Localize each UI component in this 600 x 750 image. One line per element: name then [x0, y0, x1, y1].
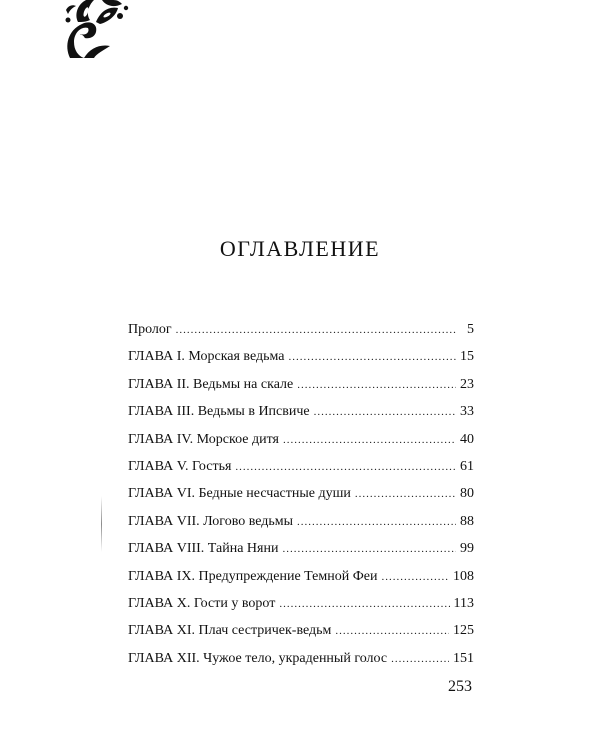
- toc-entry-page: 5: [467, 322, 474, 337]
- page-number: 253: [448, 678, 472, 695]
- dot-leader: [283, 434, 456, 446]
- dot-leader: [355, 488, 456, 500]
- toc-entry-label: Пролог: [128, 322, 172, 337]
- page-edge-mark: [101, 496, 102, 552]
- dot-leader: [235, 461, 456, 473]
- toc-entry[interactable]: [128, 404, 474, 431]
- toc-entry-label: ГЛАВА VII. Логово ведьмы: [128, 513, 294, 529]
- dot-leader: [279, 598, 449, 610]
- toc-entry-label: ГЛАВА XI. Плач сестричек-ведьм: [128, 623, 332, 639]
- toc-entry-page: 40: [460, 431, 474, 447]
- toc-entry-label: ГЛАВА XII. Чужое тело, украденный голос: [128, 650, 388, 666]
- toc-entry-label: ГЛАВА III. Ведьмы в Ипсвиче: [128, 404, 310, 420]
- toc-entry[interactable]: [128, 569, 474, 596]
- toc-entry-label: ГЛАВА II. Ведьмы на скале: [128, 376, 294, 392]
- toc-entry-label: ГЛАВА VIII. Тайна Няни: [128, 541, 279, 557]
- dot-leader: [297, 516, 456, 528]
- toc-entry[interactable]: [128, 514, 474, 541]
- toc-entry[interactable]: [128, 651, 474, 678]
- dot-leader: [314, 406, 456, 418]
- toc-entry[interactable]: [128, 541, 474, 568]
- toc-entry-label: ГЛАВА V. Гостья: [128, 458, 232, 474]
- toc-entry-page: 23: [460, 376, 474, 392]
- toc-entry-page: 61: [460, 458, 474, 474]
- dot-leader: [297, 379, 456, 391]
- toc-entry-page: 15: [460, 349, 474, 365]
- toc-entry-page: 80: [460, 486, 474, 502]
- dot-leader: [282, 543, 456, 555]
- toc-entry-label: ГЛАВА VI. Бедные несчастные души: [128, 486, 351, 502]
- toc-entry[interactable]: [128, 432, 474, 459]
- toc-entry-page: 99: [460, 541, 474, 557]
- page-title: ОГЛАВЛЕНИЕ: [219, 236, 381, 261]
- floral-ornament-icon: [60, 0, 132, 60]
- toc-entry-page: 113: [453, 595, 474, 611]
- toc-entry[interactable]: [128, 596, 474, 623]
- toc-entry-page: 151: [453, 650, 474, 666]
- dot-leader: [391, 653, 449, 665]
- toc-entry[interactable]: [128, 377, 474, 404]
- dot-leader: [176, 324, 456, 336]
- toc-entry[interactable]: [128, 349, 474, 376]
- toc-entry[interactable]: [128, 623, 474, 650]
- toc-entry[interactable]: [128, 322, 474, 349]
- dot-leader: [382, 571, 449, 583]
- toc-entry[interactable]: [128, 486, 474, 513]
- dot-leader: [335, 625, 449, 637]
- dot-leader: [288, 351, 456, 363]
- toc-entry-page: 108: [453, 568, 474, 584]
- toc-entry-page: 88: [460, 513, 474, 529]
- toc-entry-page: 125: [453, 623, 474, 639]
- toc-entry-page: 33: [460, 404, 474, 420]
- toc-entry-label: ГЛАВА I. Морская ведьма: [128, 349, 285, 365]
- toc-entry-label: ГЛАВА X. Гости у ворот: [128, 595, 276, 611]
- toc-list: [128, 322, 474, 678]
- toc-entry-label: ГЛАВА IV. Морское дитя: [128, 431, 279, 447]
- toc-entry-label: ГЛАВА IX. Предупреждение Темной Феи: [128, 568, 378, 584]
- toc-entry[interactable]: [128, 459, 474, 486]
